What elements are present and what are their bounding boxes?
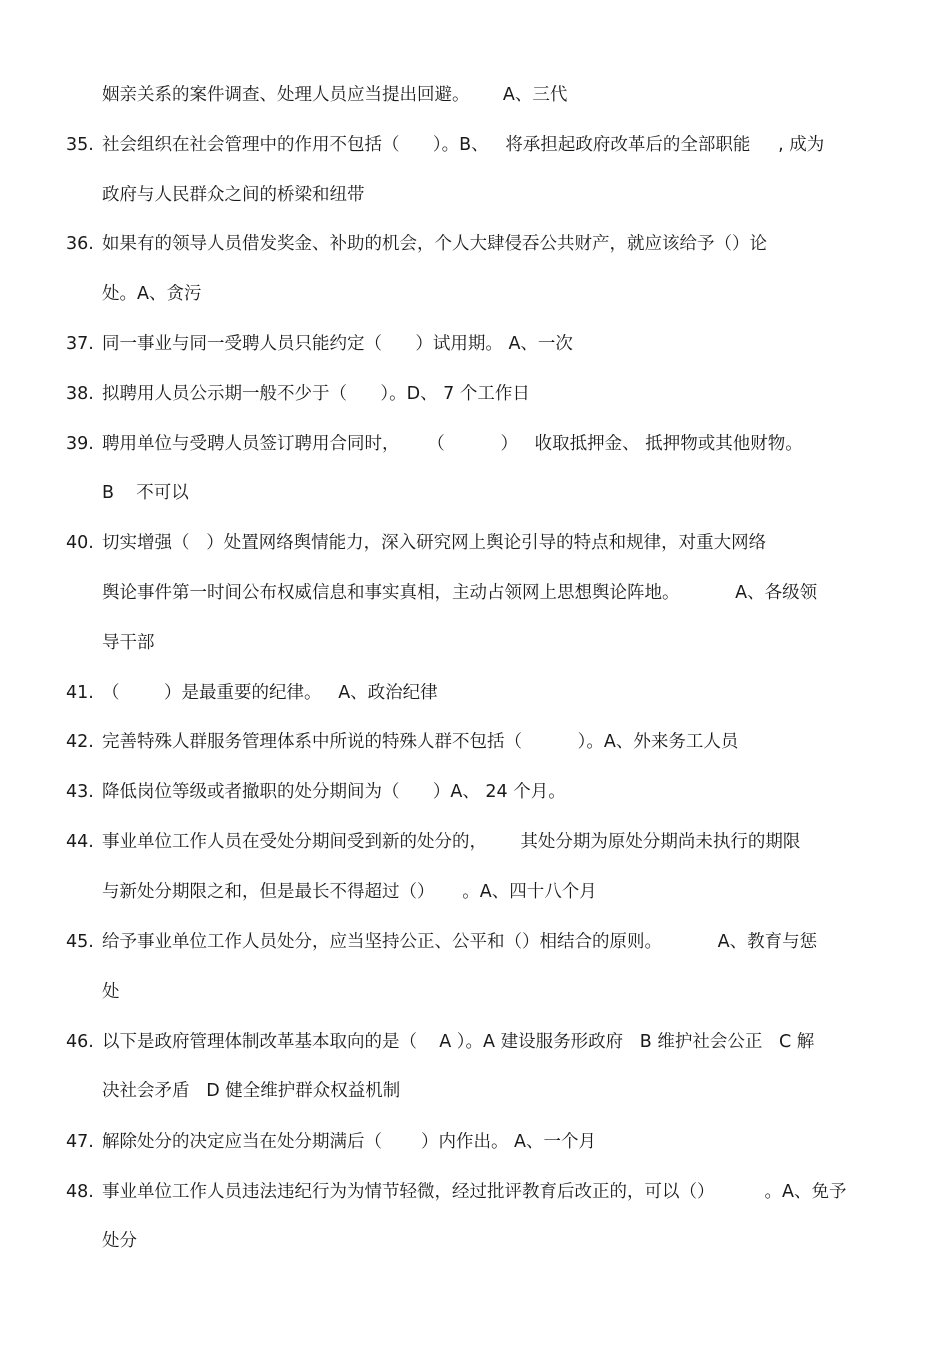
q37-line-1: 同一事业与同一受聘人员只能约定（ ）试用期。 A、一次 — [102, 334, 573, 354]
q41-number: 41. — [66, 683, 94, 703]
q39-number: 39. — [66, 434, 94, 454]
q40-line-1: 切实增强（ ）处置网络舆情能力，深入研究网上舆论引导的特点和规律，对重大网络 — [102, 533, 767, 553]
q37-number: 37. — [66, 334, 94, 354]
q35-line-2: 政府与人民群众之间的桥梁和纽带 — [102, 185, 365, 205]
q38-line-1: 拟聘用人员公示期一般不少于（ ）。D、 7 个工作日 — [102, 384, 530, 404]
q36-line-1: 如果有的领导人员借发奖金、补助的机会，个人大肆侵吞公共财产，就应该给予（）论 — [102, 234, 767, 254]
q38-number: 38. — [66, 384, 94, 404]
q34-line-1: 姻亲关系的案件调查、处理人员应当提出回避。 A、三代 — [102, 85, 568, 105]
q42-line-1: 完善特殊人群服务管理体系中所说的特殊人群不包括（ ）。A、外来务工人员 — [102, 732, 739, 752]
q39-line-1: 聘用单位与受聘人员签订聘用合同时， （ ） 收取抵押金、 抵押物或其他财物。 — [102, 434, 803, 454]
q44-number: 44. — [66, 832, 94, 852]
q41-line-1: （ ）是最重要的纪律。 A、政治纪律 — [102, 683, 438, 703]
q39-line-2: B 不可以 — [102, 483, 189, 503]
q48-line-1: 事业单位工作人员违法违纪行为为情节轻微，经过批评教育后改正的，可以（） 。A、免予 — [102, 1182, 847, 1202]
q48-number: 48. — [66, 1182, 94, 1202]
q45-line-1: 给予事业单位工作人员处分，应当坚持公正、公平和（）相结合的原则。 A、教育与惩 — [102, 932, 818, 952]
q43-line-1: 降低岗位等级或者撤职的处分期间为（ ）A、 24 个月。 — [102, 782, 566, 802]
q48-line-2: 处分 — [102, 1231, 137, 1251]
q45-number: 45. — [66, 932, 94, 952]
q47-line-1: 解除处分的决定应当在处分期满后（ ）内作出。 A、一个月 — [102, 1132, 596, 1152]
q46-line-2: 决社会矛盾 D 健全维护群众权益机制 — [102, 1081, 401, 1101]
q40-number: 40. — [66, 533, 94, 553]
q47-number: 47. — [66, 1132, 94, 1152]
q36-line-2: 处。A、贪污 — [102, 284, 202, 304]
q40-line-2: 舆论事件第一时间公布权威信息和事实真相，主动占领网上思想舆论阵地。 A、各级领 — [102, 583, 818, 603]
q35-number: 35. — [66, 135, 94, 155]
q43-number: 43. — [66, 782, 94, 802]
q35-line-1: 社会组织在社会管理中的作用不包括（ ）。B、 将承担起政府改革后的全部职能 , 成为 — [102, 135, 825, 155]
q42-number: 42. — [66, 732, 94, 752]
q44-line-1: 事业单位工作人员在受处分期间受到新的处分的， 其处分期为原处分期尚未执行的期限 — [102, 832, 801, 852]
q45-line-2: 处 — [102, 982, 120, 1002]
q46-line-1: 以下是政府管理体制改革基本取向的是（ A ）。A 建设服务形政府 B 维护社会公正 C 解 — [102, 1032, 815, 1052]
q36-number: 36. — [66, 234, 94, 254]
q40-line-3: 导干部 — [102, 633, 155, 653]
q44-line-2: 与新处分期限之和，但是最长不得超过（） 。A、四十八个月 — [102, 882, 597, 902]
q46-number: 46. — [66, 1032, 94, 1052]
